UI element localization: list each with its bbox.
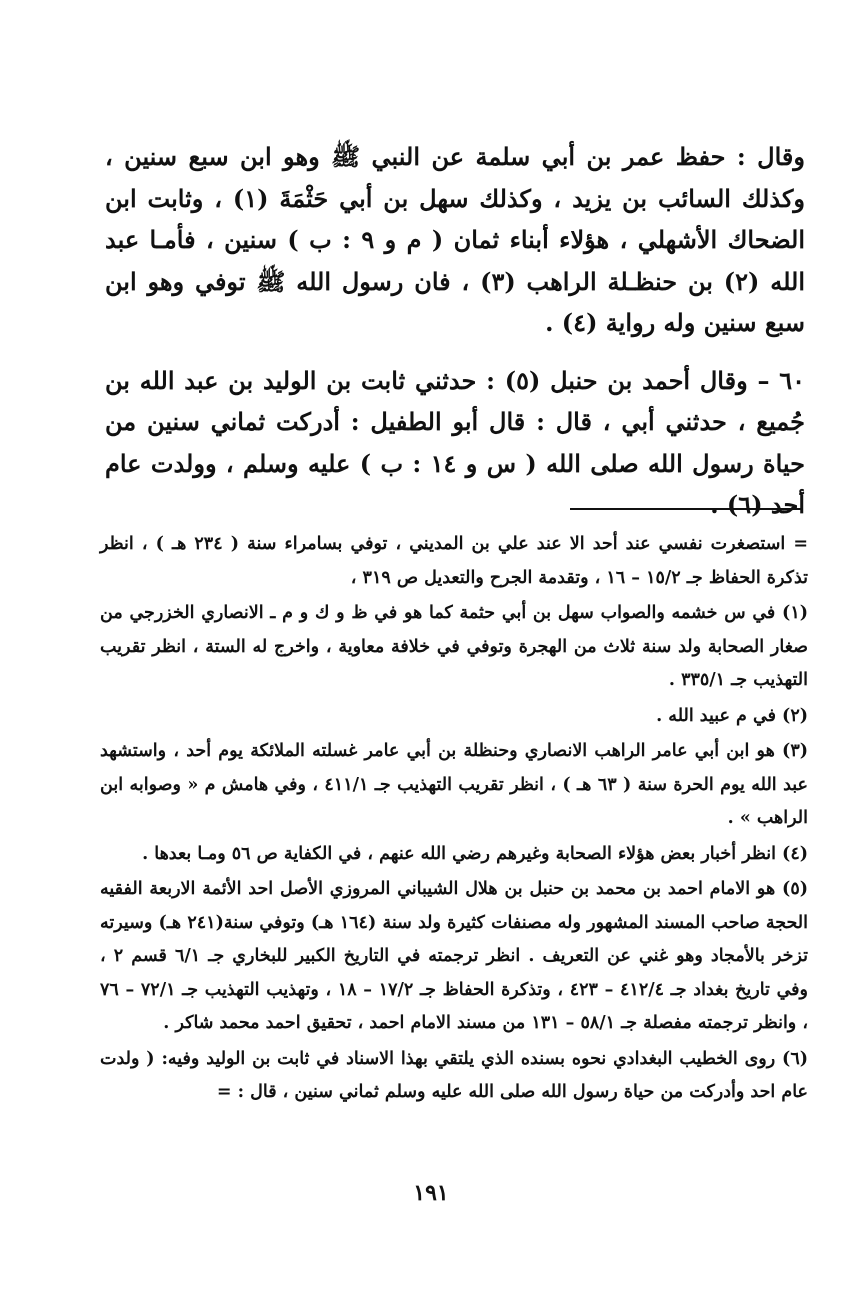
page-number: ١٩١ — [413, 1180, 449, 1206]
footnote-separator-rule — [570, 508, 802, 510]
main-paragraph-1: وقال : حفظ عمر بن أبي سلمة عن النبي ﷺ وهو ابن سبع سنين ، وكذلك السائب بن يزيد ، وكذلك سهل بن أبي حَثْمَةَ (١) ، وثابت ابن الضحاك الأشهلي ، هؤلاء أبناء ثمان ( م و ٩ : ب ) سنين ، فأمـا عبد الله (٢) بن حنظـلة الراهب (٣) ، فان رسول الله ﷺ توفي وهو ابن سبع سنين وله رواية (٤) . — [105, 142, 805, 337]
footnotes-section — [100, 528, 808, 1112]
main-paragraph-2: ٦٠ – وقال أحمد بن حنبل (٥) : حدثني ثابت بن الوليد بن عبد الله بن جُميع ، حدثني أبي ، قال : قال أبو الطفيل : أدركت ثماني سنين من حياة رسول الله صلى الله ( س و ١٤ : ب ) عليه وسلم ، وولدت عام أحد (٦) . — [105, 365, 806, 519]
footnote-6: (٦) روى الخطيب البغدادي نحوه بسنده الذي يلتقي بهذا الاسناد في ثابت بن الوليد وفيه: ( ولدت عام احد وأدركت من حياة رسول الله صلى الله عليه وسلم ثماني سنين ، قال : = — [100, 1048, 808, 1102]
footnote-5: (٥) هو الامام احمد بن محمد بن حنبل بن هلال الشيباني المروزي الأصل احد الأئمة الاربعة الفقيه الحجة صاحب المسند المشهور وله مصنفات كثيرة ولد سنة (١٦٤ هـ) وتوفي سنة(٢٤١ هـ) وسيرته تزخر بالأمجاد وهو غني عن التعريف . انظر ترجمته في التاريخ الكبير للبخاري جـ ٦/١ قسم ٢ ، وفي تاريخ بغداد جـ ٤١٢/٤ – ٤٢٣ ، وتذكرة الحفاظ جـ ١٧/٢ – ١٨ ، وتهذيب التهذيب جـ ٧٢/١ – ٧٦ ، وانظر ترجمته مفصلة جـ ٥٨/١ – ١٣١ من مسند الامام احمد ، تحقيق احمد محمد شاكر . — [100, 879, 809, 1033]
footnote-2: (٢) في م عبيد الله . — [656, 705, 808, 726]
main-text-body — [105, 136, 805, 526]
footnote-4: (٤) انظر أخبار بعض هؤلاء الصحابة وغيرهم رضي الله عنهم ، في الكفاية ص ٥٦ ومـا بعدها . — [142, 843, 808, 864]
footnote-3: (٣) هو ابن أبي عامر الراهب الانصاري وحنظلة بن أبي عامر غسلته الملائكة يوم أحد ، واستشهد عبد الله يوم الحرة سنة ( ٦٣ هـ ) ، انظر تقريب التهذيب جـ ٤١١/١ ، وفي هامش م « وصوابه ابن الراهب » . — [100, 741, 808, 828]
footnote-1: (١) في س خشمه والصواب سهل بن أبي حثمة كما هو في ظ و ك و م ـ الانصاري الخزرجي من صغار الصحابة ولد سنة ثلاث من الهجرة وتوفي في خلافة معاوية ، واخرج له الستة ، انظر تقريب التهذيب جـ ٣٣٥/١ . — [100, 603, 808, 690]
footnote-continuation: = استصغرت نفسي عند أحد الا عند علي بن المديني ، توفي بسامراء سنة ( ٢٣٤ هـ ) ، انظر تذكرة الحفاظ جـ ١٥/٢ – ١٦ ، وتقدمة الجرح والتعديل ص ٣١٩ ، — [100, 534, 808, 588]
